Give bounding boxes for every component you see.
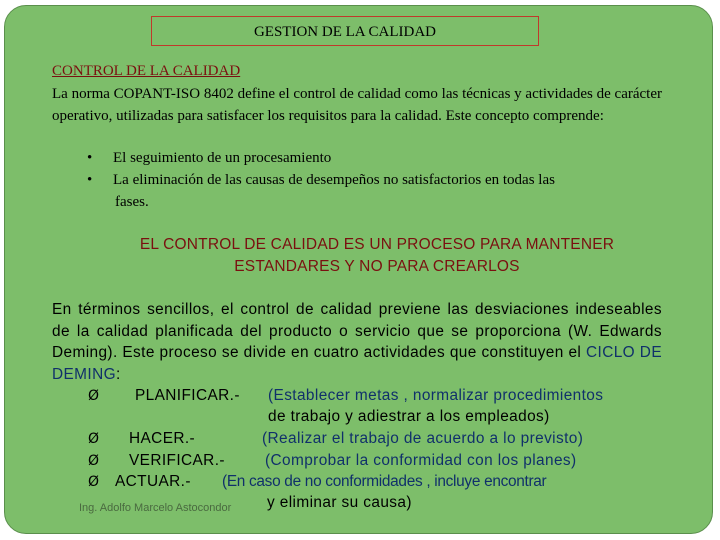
step-name: HACER.- <box>129 430 196 447</box>
step-description-continued: de trabajo y adiestrar a los empleados) <box>268 408 550 425</box>
step-name: VERIFICAR.- <box>129 452 225 469</box>
arrow-bullet-icon: Ø <box>88 453 100 469</box>
arrow-bullet-icon: Ø <box>88 474 100 490</box>
author-footer: Ing. Adolfo Marcelo Astocondor <box>79 502 232 514</box>
highlight-line-1: EL CONTROL DE CALIDAD ES UN PROCESO PARA MANTENER <box>139 236 615 253</box>
step-description-continued: y eliminar su causa) <box>267 494 412 511</box>
step-name: PLANIFICAR.- <box>135 387 240 404</box>
arrow-bullet-icon: Ø <box>88 388 100 404</box>
bullet-icon: • <box>87 150 93 166</box>
highlight-line-2: ESTANDARES Y NO PARA CREARLOS <box>234 258 520 275</box>
step-description: (En caso de no conformidades , incluye encontrar <box>222 473 547 490</box>
arrow-bullet-icon: Ø <box>88 431 100 447</box>
bullet-item <box>87 170 555 192</box>
step-description: (Comprobar la conformidad con los planes) <box>265 452 577 469</box>
deming-colon: : <box>115 365 121 383</box>
bullet-text: El seguimiento de un procesamiento <box>113 150 332 166</box>
step-name: ACTUAR.- <box>115 473 191 490</box>
bullet-continuation: fases. <box>115 194 149 210</box>
deming-cycle-name: CICLO DE DEMING <box>52 344 662 383</box>
bullet-icon: • <box>87 172 93 188</box>
paragraph-deming-text: En términos sencillos, el control de calidad previene las desviaciones indeseables de la calidad planificada del producto o servicio que se proporciona (W. Edwards Deming). Este proceso se divide en cuatro actividades que constituyen el <box>52 301 662 361</box>
slide-title: GESTION DE LA CALIDAD <box>151 16 539 46</box>
bullet-item <box>87 148 331 170</box>
section-title: CONTROL DE LA CALIDAD <box>52 63 241 79</box>
bullet-text: La eliminación de las causas de desempeños no satisfactorios en todas las <box>113 172 555 188</box>
paragraph-definition: La norma COPANT-ISO 8402 define el control de calidad como las técnicas y actividades de carácter operativo, utilizadas para satisfacer los requisitos para la calidad. Este concepto comprende: <box>52 86 662 124</box>
step-description: (Realizar el trabajo de acuerdo a lo previsto) <box>262 430 584 447</box>
paragraph-deming <box>52 299 662 385</box>
step-description: (Establecer metas , normalizar procedimientos <box>268 387 604 404</box>
